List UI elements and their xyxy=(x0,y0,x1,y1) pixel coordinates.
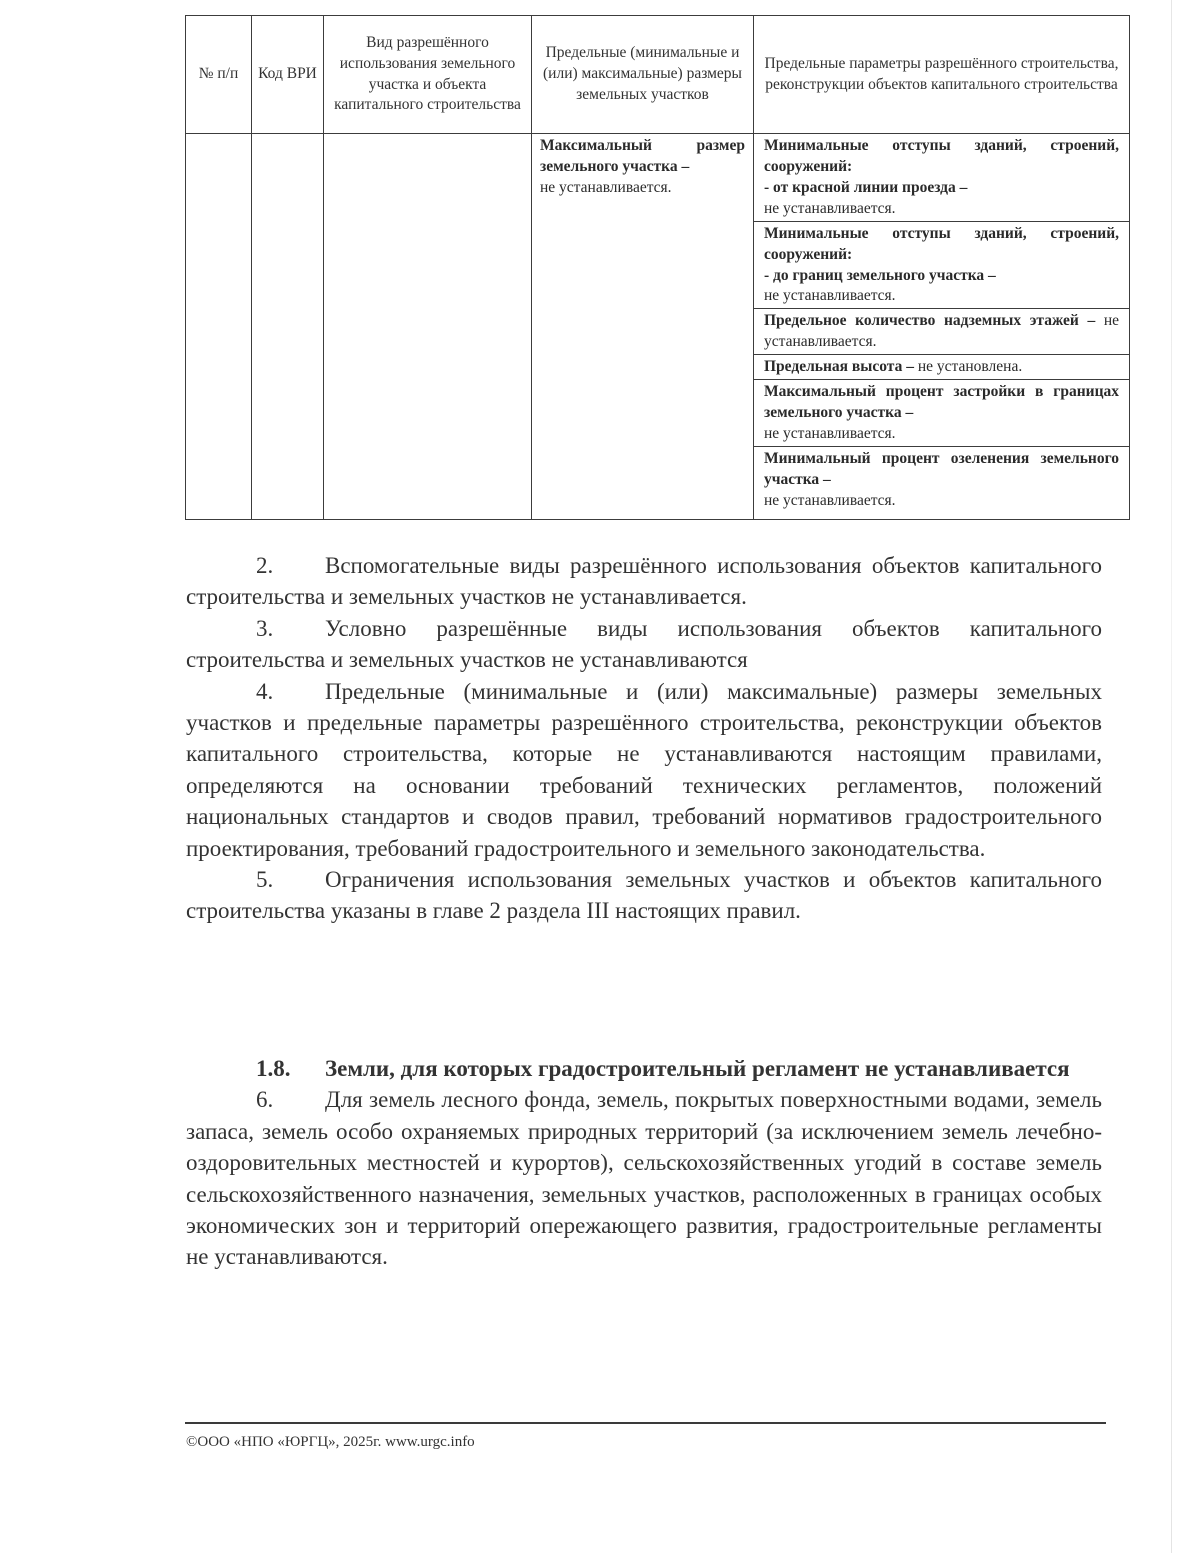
param-item xyxy=(754,447,1129,513)
param-value: не устанавливается. xyxy=(764,199,896,217)
numbered-paragraphs xyxy=(186,550,1102,927)
paragraph-3 xyxy=(186,613,1102,676)
size-value: не устанавливается. xyxy=(540,178,672,196)
cell-params xyxy=(754,134,1130,520)
table-header-row xyxy=(186,16,1130,134)
param-label: Минимальные отступы зданий, строений, сооружений: xyxy=(764,224,1119,263)
param-item xyxy=(754,355,1129,380)
regulation-table xyxy=(185,15,1130,520)
cell-code xyxy=(252,134,324,520)
param-value: не устанавливается. xyxy=(764,424,896,442)
cell-use-type xyxy=(324,134,532,520)
section-heading xyxy=(186,1053,1102,1084)
param-label: Предельная высота – xyxy=(764,358,914,376)
param-value: не устанавливается. xyxy=(764,491,896,509)
section-title: Земли, для которых градостроительный регламент не устанавливается xyxy=(325,1056,1070,1081)
table-row xyxy=(186,134,1130,520)
paragraph-6 xyxy=(186,1084,1102,1272)
cell-sizes xyxy=(532,134,754,520)
section-1-8 xyxy=(186,1053,1102,1273)
paragraph-text: Вспомогательные виды разрешённого использования объектов капитального строительства и земельных участков не устанавливается. xyxy=(186,553,1102,610)
paragraph-number: 6. xyxy=(256,1087,274,1113)
param-value: не установлена. xyxy=(917,358,1023,376)
param-item xyxy=(754,380,1129,447)
param-label: Минимальный процент озеленения земельного участка – xyxy=(764,449,1119,488)
header-use-type: Вид разрешённого использования земельного участка и объекта капитального строительства xyxy=(324,16,532,134)
paragraph-text: Для земель лесного фонда, земель, покрытых поверхностными водами, земель запаса, земель особо охраняемых природных территорий (за исключением земель лечебно-оздоровительных местностей и курортов), сельскохозяйственных угодий в составе земель сельскохозяйственного назначения, земельных участков, расположенных в границах особых экономических зон и территорий опережающего развития, градостроительные регламенты не устанавливаются. xyxy=(186,1087,1102,1270)
footer-copyright: ©ООО «НПО «ЮРГЦ», 2025г. www.urgc.info xyxy=(186,1434,475,1450)
param-label: Максимальный процент застройки в границах земельного участка – xyxy=(764,383,1119,422)
param-item xyxy=(754,134,1129,222)
paragraph-4 xyxy=(186,676,1102,864)
paragraph-number: 5. xyxy=(256,867,274,893)
footer-divider xyxy=(185,1422,1106,1424)
param-value: не устанавливается. xyxy=(764,287,896,305)
paragraph-text: Ограничения использования земельных участков и объектов капитального строительства указаны в главе 2 раздела III настоящих правил. xyxy=(186,867,1102,924)
param-value: не устанавливается. xyxy=(764,312,1120,351)
header-params: Предельные параметры разрешённого строительства, реконструкции объектов капитального строительства xyxy=(754,16,1130,134)
paragraph-text: Условно разрешённые виды использования объектов капитального строительства и земельных участков не устанавливаются xyxy=(186,615,1102,673)
header-code: Код ВРИ xyxy=(252,16,324,134)
size-label: Максимальный размер земельного участка – xyxy=(540,137,745,175)
paragraph-5 xyxy=(186,864,1102,927)
paragraph-number: 2. xyxy=(256,553,274,578)
section-number: 1.8. xyxy=(256,1056,291,1081)
scan-edge xyxy=(1171,0,1172,1553)
paragraph-text: Предельные (минимальные и (или) максимальные) размеры земельных участков и предельные параметры разрешённого строительства, реконструкции объектов капитального строительства, которые не устанавливаются настоящим правилами, определяются на основании требований технических регламентов, положений национальных стандартов и сводов правил, требований нормативов градостроительного проектирования, требований градостроительного и земельного законодательства. xyxy=(186,678,1102,861)
cell-num xyxy=(186,134,252,520)
paragraph-number: 3. xyxy=(256,615,274,641)
header-sizes: Предельные (минимальные и (или) максимальные) размеры земельных участков xyxy=(532,16,754,134)
paragraph-number: 4. xyxy=(256,678,274,704)
param-sublabel: - от красной линии проезда – xyxy=(764,178,968,196)
header-num: № п/п xyxy=(186,16,252,134)
param-label: Минимальные отступы зданий, строений, сооружений: xyxy=(764,137,1119,175)
param-item xyxy=(754,309,1129,355)
param-label: Предельное количество надземных этажей – xyxy=(764,312,1096,330)
param-sublabel: - до границ земельного участка – xyxy=(764,266,996,284)
paragraph-2 xyxy=(186,550,1102,613)
param-item xyxy=(754,222,1129,310)
